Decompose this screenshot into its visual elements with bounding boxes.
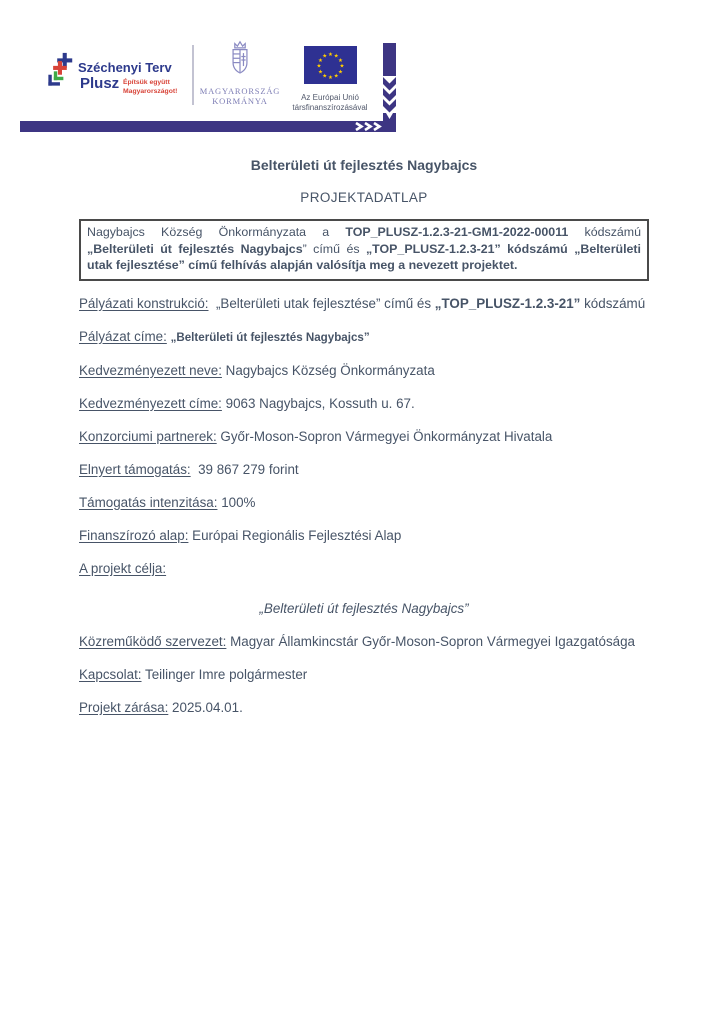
- field-label: Pályázati konstrukció:: [79, 295, 209, 311]
- szechenyi-wordmark-line1: Széchenyi Terv: [78, 60, 172, 75]
- svg-text:★: ★: [321, 53, 327, 60]
- field-row: [79, 559, 649, 579]
- field-label: Projekt zárása:: [79, 699, 169, 715]
- svg-text:★: ★: [337, 57, 343, 64]
- field-label: Elnyert támogatás:: [79, 461, 191, 477]
- field-row: Projekt zárása: 2025.04.01.: [79, 699, 243, 715]
- doc-title: Belterületi út fejlesztés Nagybajcs: [250, 157, 478, 173]
- field-row: Finanszírozó alap: Európai Regionális Fejlesztési Alap: [79, 527, 402, 543]
- field-label: A projekt célja:: [79, 560, 167, 576]
- szechenyi-tagline: Építsük együtt Magyarországot!: [123, 79, 178, 95]
- doc-subtitle: PROJEKTADATLAP: [300, 190, 428, 205]
- government-label-line1: MAGYARORSZÁG: [199, 86, 281, 96]
- field-row: Támogatás intenzitása: 100%: [79, 494, 256, 510]
- field-row: Közreműködő szervezet: Magyar Államkincstár Győr-Moson-Sopron Vármegyei Igazgatósága: [79, 633, 635, 649]
- field-row: Kedvezményezett címe: 9063 Nagybajcs, Kossuth u. 67.: [79, 395, 415, 411]
- fields: [79, 294, 649, 718]
- eu-caption: Az Európai Unió társfinanszírozásával: [292, 93, 368, 112]
- header-banner-chevron-graphic: [20, 33, 398, 133]
- field-row: Kapcsolat: Teilinger Imre polgármester: [79, 666, 308, 682]
- svg-text:★: ★: [315, 63, 322, 70]
- field-label: Kedvezményezett címe:: [79, 395, 222, 411]
- svg-text:★: ★: [321, 73, 327, 80]
- field-row: Pályázati konstrukció: „Belterületi utak fejlesztése” című és „TOP_PLUSZ-1.2.3-21” kódszámú: [79, 295, 646, 311]
- field-label: Pályázat címe:: [79, 328, 167, 344]
- project-goal-quote: „Belterületi út fejlesztés Nagybajcs”: [259, 600, 469, 616]
- szechenyi-wordmark-line2: Plusz: [80, 75, 120, 92]
- intro-box: Nagybajcs Község Önkormányzata a TOP_PLUSZ-1.2.3-21-GM1-2022-00011 kódszámú „Belterületi út fejlesztés Nagybajcs” című és „TOP_PLUSZ-1.2.3-21” kódszámú „Belterületi utak fejlesztése” című felhívás alapján valósítja meg a nevezett projektet.: [79, 219, 649, 281]
- field-label: Közreműködő szervezet:: [79, 633, 227, 649]
- svg-text:★: ★: [333, 73, 339, 80]
- field-row: Elnyert támogatás: 39 867 279 forint: [79, 461, 299, 477]
- svg-text:★: ★: [337, 69, 343, 76]
- field-row: Konzorciumi partnerek: Győr-Moson-Sopron Vármegyei Önkormányzat Hivatala: [79, 428, 553, 444]
- government-label-line2: KORMÁNYA: [212, 96, 268, 106]
- field-label: Kedvezményezett neve:: [79, 362, 222, 378]
- field-label: Konzorciumi partnerek:: [79, 428, 217, 444]
- svg-text:★: ★: [333, 53, 339, 60]
- field-row: Kedvezményezett neve: Nagybajcs Község Önkormányzata: [79, 362, 435, 378]
- header-logos: [0, 0, 724, 150]
- svg-text:★: ★: [317, 69, 323, 76]
- field-label: Támogatás intenzitása:: [79, 494, 218, 510]
- field-label: Finanszírozó alap:: [79, 527, 189, 543]
- document-content: [79, 157, 649, 731]
- svg-text:★: ★: [338, 63, 345, 70]
- field-row: Pályázat címe: „Belterületi út fejlesztés Nagybajcs”: [79, 328, 370, 344]
- svg-text:★: ★: [317, 57, 323, 64]
- field-label: Kapcsolat:: [79, 666, 142, 682]
- svg-text:★: ★: [327, 75, 333, 82]
- svg-text:★: ★: [327, 52, 333, 59]
